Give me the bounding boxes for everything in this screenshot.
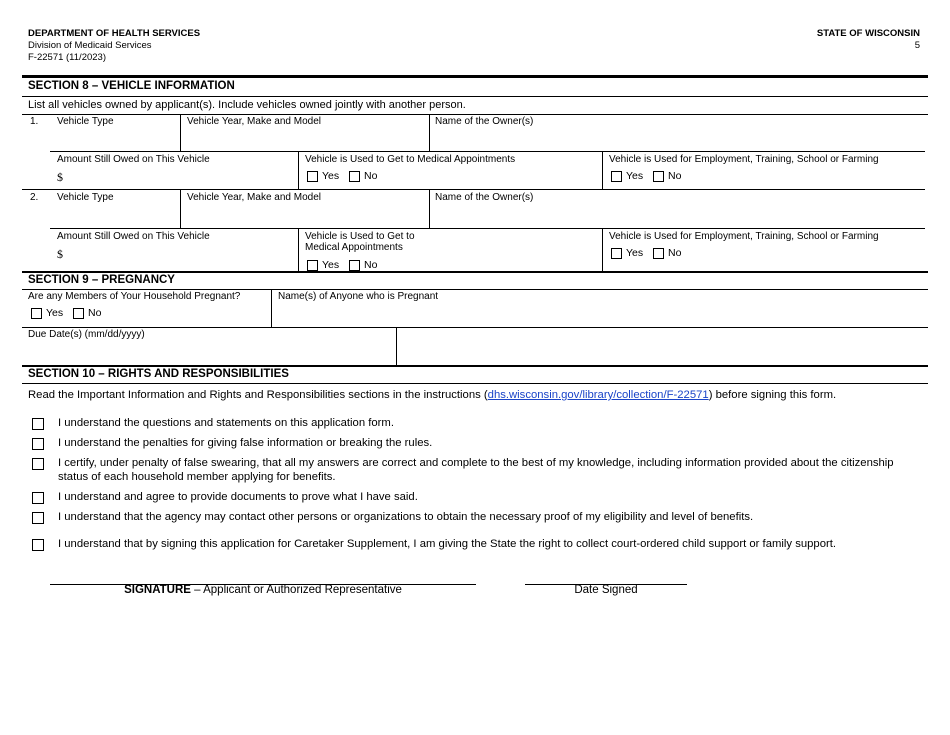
no-label: No xyxy=(88,307,102,319)
section9-top-rule xyxy=(22,271,928,273)
vehicle-2-medical-yes-checkbox[interactable] xyxy=(307,260,318,271)
section10-top-rule xyxy=(22,365,928,367)
statement-4: I understand and agree to provide documents to prove what I have said. xyxy=(58,491,418,503)
vehicle-1-owner-label: Name of the Owner(s) xyxy=(435,116,534,127)
statement-2-checkbox[interactable] xyxy=(32,438,44,450)
divider xyxy=(180,114,181,152)
vehicle-1-type-field[interactable] xyxy=(57,128,177,150)
vehicle-2-owed-label: Amount Still Owed on This Vehicle xyxy=(57,231,210,242)
vehicle-2-employment-yes-checkbox[interactable] xyxy=(611,248,622,259)
vehicle-2-number: 2. xyxy=(30,192,39,203)
form-header-right xyxy=(817,28,920,52)
statement-6: I understand that by signing this application for Caretaker Supplement, I am giving the State the right to collect court-ordered child support or family support. xyxy=(58,538,837,550)
divider xyxy=(429,189,430,228)
statement-5-checkbox[interactable] xyxy=(32,512,44,524)
vehicle-1-dollar-sign: $ xyxy=(57,170,63,184)
section8-title: SECTION 8 – VEHICLE INFORMATION xyxy=(28,80,235,92)
due-dates-label: Due Date(s) (mm/dd/yyyy) xyxy=(28,329,145,340)
vehicle-1-owner-field[interactable] xyxy=(433,128,923,150)
form-id: F-22571 (11/2023) xyxy=(28,52,106,63)
vehicle-1-number: 1. xyxy=(30,116,39,127)
divider xyxy=(22,189,925,190)
vehicle-2-type-field[interactable] xyxy=(57,204,177,226)
statement-3: I certify, under penalty of false swearing, that all my answers are correct and complete to the best of my knowledge, including information provided about the citizenship status of each household member applying for benefits. xyxy=(58,457,894,483)
statement-1: I understand the questions and statements on this application form. xyxy=(58,417,394,429)
intro-text-end: ) before signing this form. xyxy=(708,389,837,401)
no-label: No xyxy=(364,170,378,182)
vehicle-2-owner-label: Name of the Owner(s) xyxy=(435,192,534,203)
statement-4-checkbox[interactable] xyxy=(32,492,44,504)
vehicle-1-employment-no-checkbox[interactable] xyxy=(653,171,664,182)
signature-label xyxy=(50,584,476,596)
date-signed-label: Date Signed xyxy=(574,584,638,596)
pregnant-yes-checkbox[interactable] xyxy=(31,308,42,319)
divider xyxy=(271,289,272,327)
division-name: Division of Medicaid Services xyxy=(28,40,152,51)
vehicle-1-ymm-label: Vehicle Year, Make and Model xyxy=(187,116,321,127)
intro-text: Read the Important Information and Rights and Responsibilities sections in the instructions ( xyxy=(28,389,488,401)
page-number: 5 xyxy=(914,40,920,51)
pregnant-names-label: Name(s) of Anyone who is Pregnant xyxy=(278,291,439,302)
vehicle-2-owner-field[interactable] xyxy=(433,204,923,226)
vehicle-2-employment-label: Vehicle is Used for Employment, Training, School or Farming xyxy=(609,231,879,242)
vehicle-2-ymm-label: Vehicle Year, Make and Model xyxy=(187,192,321,203)
due-date-field-1[interactable] xyxy=(28,342,392,364)
vehicle-1-ymm-field[interactable] xyxy=(185,128,425,150)
divider xyxy=(50,228,925,229)
divider xyxy=(180,189,181,228)
no-label: No xyxy=(668,170,682,182)
pregnant-names-field[interactable] xyxy=(276,303,924,325)
vehicle-2-dollar-sign: $ xyxy=(57,247,63,261)
date-signed-field[interactable] xyxy=(525,560,687,583)
statement-1-checkbox[interactable] xyxy=(32,418,44,430)
statement-3-checkbox[interactable] xyxy=(32,458,44,470)
divider xyxy=(396,327,397,365)
divider xyxy=(22,327,928,328)
section10-intro xyxy=(28,389,836,401)
section8-top-rule xyxy=(22,75,928,78)
yes-label: Yes xyxy=(626,247,644,259)
vehicle-1-medical-label: Vehicle is Used to Get to Medical Appointments xyxy=(305,154,516,165)
signature-label-bold: SIGNATURE xyxy=(124,584,191,596)
divider xyxy=(22,383,928,384)
vehicle-2-medical-label-line2: Medical Appointments xyxy=(305,242,403,253)
vehicle-1-medical-yes-checkbox[interactable] xyxy=(307,171,318,182)
vehicle-1-owed-field[interactable] xyxy=(68,168,293,186)
vehicle-2-owed-field[interactable] xyxy=(68,245,293,265)
statement-2: I understand the penalties for giving false information or breaking the rules. xyxy=(58,437,433,449)
form-header-left xyxy=(28,28,200,64)
divider xyxy=(602,151,603,189)
vehicle-2-employment-no-checkbox[interactable] xyxy=(653,248,664,259)
state-name: STATE OF WISCONSIN xyxy=(816,28,920,39)
vehicle-2-type-label: Vehicle Type xyxy=(57,192,114,203)
section8-instruction: List all vehicles owned by applicant(s). Include vehicles owned jointly with another person. xyxy=(28,99,466,111)
signature-label-rest: – Applicant or Authorized Representative xyxy=(190,584,402,596)
vehicle-2-ymm-field[interactable] xyxy=(185,204,425,226)
vehicle-1-employment-yes-checkbox[interactable] xyxy=(611,171,622,182)
yes-label: Yes xyxy=(322,170,340,182)
divider xyxy=(22,114,928,115)
statement-5: I understand that the agency may contact other persons or organizations to obtain the necessary proof of my eligibility and level of benefits. xyxy=(58,511,754,523)
section10-title: SECTION 10 – RIGHTS AND RESPONSIBILITIES xyxy=(28,368,289,380)
divider xyxy=(429,114,430,152)
yes-label: Yes xyxy=(322,259,340,271)
vehicle-1-employment-label: Vehicle is Used for Employment, Training, School or Farming xyxy=(609,154,879,165)
divider xyxy=(50,151,925,152)
divider xyxy=(22,289,928,290)
divider xyxy=(298,151,299,189)
pregnant-question-label: Are any Members of Your Household Pregnant? xyxy=(28,291,241,302)
statement-6-checkbox[interactable] xyxy=(32,539,44,551)
signature-field[interactable] xyxy=(50,560,476,583)
no-label: No xyxy=(364,259,378,271)
pregnant-no-checkbox[interactable] xyxy=(73,308,84,319)
instructions-link[interactable]: dhs.wisconsin.gov/library/collection/F-22571 xyxy=(487,389,709,401)
vehicle-1-type-label: Vehicle Type xyxy=(57,116,114,127)
divider xyxy=(22,96,928,97)
due-date-field-2[interactable] xyxy=(400,342,924,364)
vehicle-1-owed-label: Amount Still Owed on This Vehicle xyxy=(57,154,210,165)
section9-title: SECTION 9 – PREGNANCY xyxy=(28,274,175,286)
yes-label: Yes xyxy=(626,170,644,182)
vehicle-1-medical-no-checkbox[interactable] xyxy=(349,171,360,182)
yes-label: Yes xyxy=(46,307,64,319)
divider xyxy=(602,228,603,272)
vehicle-2-medical-label-line1: Vehicle is Used to Get to xyxy=(305,231,415,242)
divider xyxy=(298,228,299,272)
vehicle-2-medical-no-checkbox[interactable] xyxy=(349,260,360,271)
department-name: DEPARTMENT OF HEALTH SERVICES xyxy=(28,28,201,39)
no-label: No xyxy=(668,247,682,259)
